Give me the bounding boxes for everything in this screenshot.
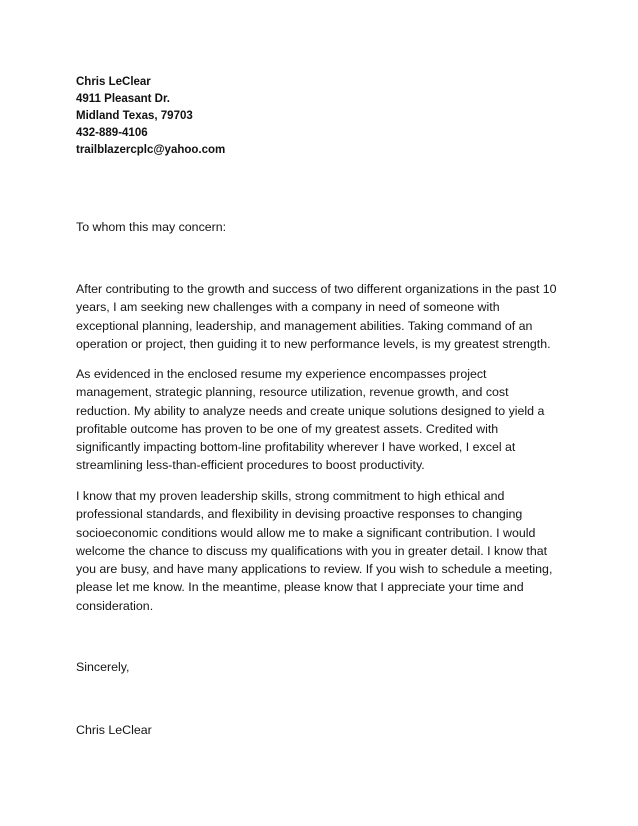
paragraph-1-line: After contributing to the growth and success of two different organizations in the past 10 [76, 282, 557, 296]
paragraph-2-line: profitable outcome has proven to be one of my greatest assets. Credited with [76, 421, 499, 436]
sender-city: Midland Texas, 79703 [76, 110, 193, 122]
sender-address-block [76, 74, 225, 159]
sender-name: Chris LeClear [76, 76, 151, 88]
paragraph-1 [76, 280, 576, 353]
paragraph-1-line: years, I am seeking new challenges with a company in need of someone with [76, 300, 500, 315]
paragraph-1-line: exceptional planning, leadership, and management abilities. Taking command of an [76, 318, 533, 333]
paragraph-3-line: please let me know. In the meantime, please know that I appreciate your time and [76, 580, 524, 595]
signature-name: Chris LeClear [76, 723, 152, 737]
paragraph-2-line: reduction. My ability to analyze needs and create unique solutions designed to yield a [76, 403, 545, 418]
paragraph-2-line: As evidenced in the enclosed resume my experience encompasses project [76, 367, 487, 381]
paragraph-3-line: professional standards, and flexibility in devising proactive responses to changing [76, 507, 523, 522]
paragraph-2-line: significantly impacting bottom-line profitability wherever I have worked, I excel at [76, 440, 516, 455]
salutation: To whom this may concern: [76, 220, 227, 234]
closing: Sincerely, [76, 660, 130, 674]
paragraph-3-line: consideration. [76, 598, 154, 613]
paragraph-2 [76, 365, 576, 475]
sender-phone: 432-889-4106 [76, 127, 148, 139]
paragraph-3-line: welcome the chance to discuss my qualifications with you in greater detail. I know that [76, 543, 548, 558]
paragraph-2-line: management, strategic planning, resource utilization, revenue growth, and cost [76, 385, 509, 400]
paragraph-3-line: you are busy, and have many applications to review. If you wish to schedule a meeting, [76, 562, 553, 577]
sender-email: trailblazercplc@yahoo.com [76, 144, 226, 156]
sender-street: 4911 Pleasant Dr. [76, 93, 170, 105]
paragraph-3 [76, 487, 576, 615]
paragraph-1-line: operation or project, then guiding it to new performance levels, is my greatest strength. [76, 336, 551, 351]
paragraph-2-line: streamlining less-than-efficient procedures to boost productivity. [76, 458, 425, 473]
paragraph-3-line: socioeconomic conditions would allow me to make a significant contribution. I would [76, 525, 536, 540]
paragraph-3-line: I know that my proven leadership skills, strong commitment to high ethical and [76, 489, 505, 503]
